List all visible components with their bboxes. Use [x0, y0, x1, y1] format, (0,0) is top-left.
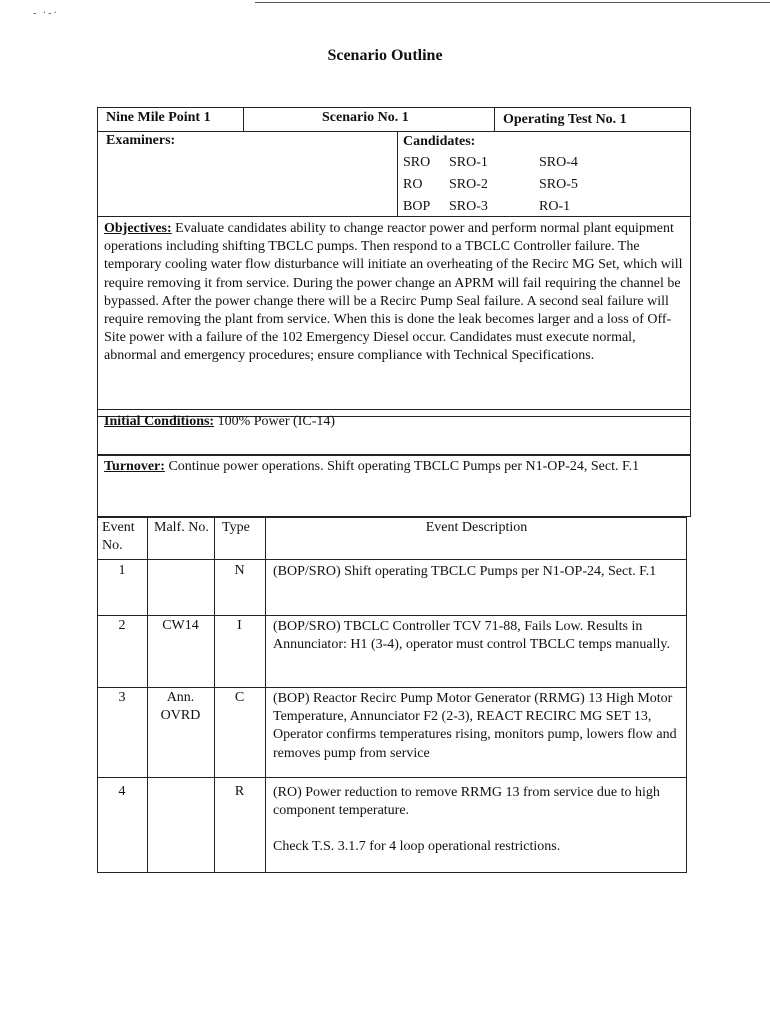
operating-test-number: Operating Test No. 1 [503, 112, 627, 127]
event-description: (BOP/SRO) TBCLC Controller TCV 71-88, Fails Low. Results in Annunciator: H1 (3-4), operator must control TBCLC temps manually. [273, 619, 670, 653]
table-row-divider [97, 559, 687, 560]
objectives-section [97, 220, 691, 366]
candidates-label: Candidates: [403, 134, 476, 149]
event-number: 2 [118, 618, 126, 633]
table-row-divider [97, 687, 687, 688]
scan-top-line [255, 2, 770, 3]
page-title: Scenario Outline [327, 47, 443, 64]
initial-conditions-section [97, 413, 691, 431]
event-type: N [234, 563, 245, 578]
header-type: Type [222, 520, 250, 535]
candidate-role: RO [403, 177, 423, 192]
scan-artifact: - ·-· [33, 8, 59, 19]
header-description: Event Description [425, 520, 528, 535]
info-col-divider [494, 107, 495, 131]
malf-number: Ann. OVRD [160, 690, 201, 724]
table-row-divider [97, 777, 687, 778]
objectives-divider [97, 216, 691, 217]
candidate-alt: SRO-4 [539, 155, 578, 170]
event-description: (RO) Power reduction to remove RRMG 13 from service due to high component temperature. [273, 785, 660, 819]
candidate-role: BOP [403, 199, 431, 214]
initial-conditions-text: 100% Power (IC-14) [217, 414, 336, 429]
event-description: (BOP/SRO) Shift operating TBCLC Pumps per N1-OP-24, Sect. F.1 [273, 564, 657, 579]
event-type: I [237, 618, 242, 633]
table-col-divider [265, 517, 266, 873]
scenario-number: Scenario No. 1 [322, 110, 409, 125]
event-number: 1 [118, 563, 126, 578]
objectives-label: Objectives: [104, 221, 172, 236]
event-type: C [234, 690, 245, 705]
turnover-text: Continue power operations. Shift operating TBCLC Pumps per N1-OP-24, Sect. F.1 [168, 459, 640, 474]
event-description-note: Check T.S. 3.1.7 for 4 loop operational restrictions. [273, 839, 561, 854]
turnover-section [97, 458, 691, 476]
header-malf: Malf. No. [154, 520, 209, 535]
objectives-text: Evaluate candidates ability to change reactor power and perform normal plant equipment operations including shifting TBCLC pumps. Then respond to a TBCLC Controller failure. The temporary cooling water flow disturbance will initiate an overheating of the Recirc MG Set, which will require removing it from service. During the power change an APRM will fail requiring the channel be bypassed. After the power change there will be a Recirc Pump Seal failure. A second seal failure will require removing the plant from service. When this is done the leak becomes larger and a loss of Off-Site power with a failure of the 102 Emergency Diesel occur. Candidates must execute normal, abnormal and emergency procedures; ensure compliance with Technical Specifications. [104, 221, 683, 364]
malf-number: CW14 [162, 618, 199, 633]
header-event: Event No. [102, 520, 135, 554]
candidate-role: SRO [403, 155, 431, 170]
initial-conditions-label: Initial Conditions: [104, 414, 215, 429]
candidate-id: SRO-3 [449, 199, 488, 214]
examiners-label: Examiners: [106, 133, 176, 148]
candidate-alt: SRO-5 [539, 177, 578, 192]
turnover-label: Turnover: [104, 459, 165, 474]
candidate-id: SRO-2 [449, 177, 488, 192]
event-number: 3 [118, 690, 126, 705]
table-row-divider [97, 615, 687, 616]
candidates-divider [397, 131, 398, 216]
event-type: R [234, 784, 245, 799]
candidate-alt: RO-1 [539, 199, 571, 214]
candidate-id: SRO-1 [449, 155, 488, 170]
event-number: 4 [118, 784, 126, 799]
info-col-divider [243, 107, 244, 131]
event-description: (BOP) Reactor Recirc Pump Motor Generator (RRMG) 13 High Motor Temperature, Annunciator F2 (2-3), REACT RECIRC MG SET 13, Operator confirms temperatures rising, monitors pump, lowers flow and removes pump from service [273, 691, 677, 761]
info-divider [97, 131, 691, 132]
plant-name: Nine Mile Point 1 [106, 110, 211, 125]
